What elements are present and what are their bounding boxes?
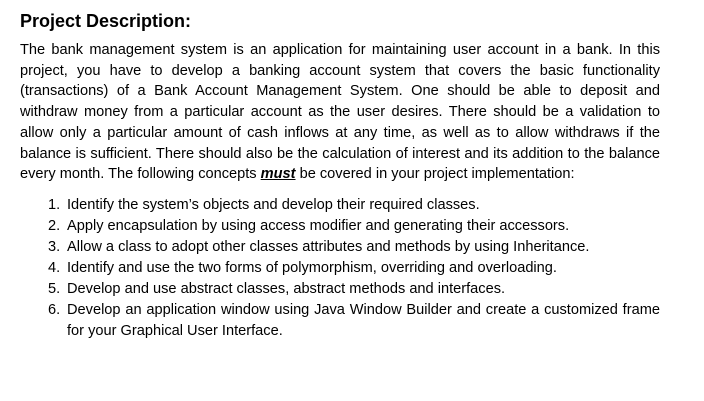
list-number: 1. <box>48 196 61 213</box>
list-item-text: Allow a class to adopt other classes attributes and methods by using Inheritance. <box>67 238 590 255</box>
emphasized-word: must <box>260 166 296 183</box>
list-item-text: Develop an application window using Java Window Builder and create a customized frame for your Graphical User Interface. <box>67 301 660 339</box>
description-text: The bank management system is an application for maintaining user account in a bank. In this project, you have to develop a banking account system that covers the basic functionality (transactions) of a Bank Account Management System. One should be able to deposit and withdraw money from a particular account as the user desires. There should be a validation to allow only a particular amount of cash inflows at any time, as well as to allow withdraws if the balance is sufficient. There should also be the calculation of interest and its addition to the balance every month. The following concepts <box>20 42 660 183</box>
list-number: 2. <box>48 217 61 234</box>
list-number: 5. <box>48 280 61 297</box>
list-number: 6. <box>48 301 61 318</box>
list-item-text: Develop and use abstract classes, abstract methods and interfaces. <box>67 280 506 297</box>
list-item-text: Apply encapsulation by using access modifier and generating their accessors. <box>67 217 570 234</box>
list-item <box>20 300 660 342</box>
list-item <box>20 258 660 279</box>
section-heading: Project Description: <box>20 11 192 31</box>
list-number: 4. <box>48 259 61 276</box>
list-item-text: Identify the system’s objects and develop their required classes. <box>67 196 480 213</box>
requirements-list <box>20 195 660 342</box>
list-item <box>20 195 660 216</box>
description-text-end: be covered in your project implementation: <box>295 166 575 183</box>
list-item <box>20 279 660 300</box>
project-description-paragraph <box>20 40 660 185</box>
document-body <box>20 10 660 342</box>
list-number: 3. <box>48 238 61 255</box>
list-item <box>20 237 660 258</box>
list-item-text: Identify and use the two forms of polymorphism, overriding and overloading. <box>67 259 557 276</box>
list-item <box>20 216 660 237</box>
